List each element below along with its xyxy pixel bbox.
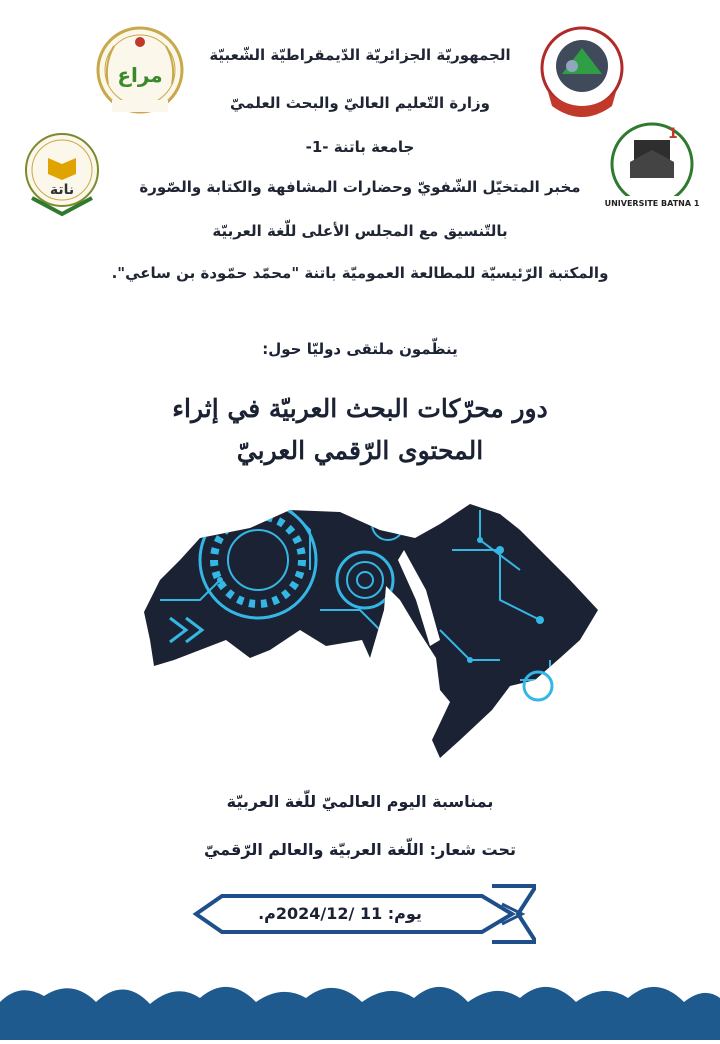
header-library: والمكتبة الرّئيسيّة للمطالعة العموميّة باتنة "محمّد حمّودة بن ساعي".: [111, 264, 609, 282]
occasion-text: بمناسبة اليوم العالميّ للّغة العربيّة: [226, 792, 494, 811]
slogan-text: تحت شعار: اللّغة العربيّة والعالم الرّقميّ: [203, 840, 517, 859]
university-batna-logo: [604, 118, 700, 214]
header-university: جامعة باتنة -1-: [305, 138, 415, 156]
library-logo: [22, 128, 102, 216]
intro-text: ينظّمون ملتقى دوليّا حول:: [262, 340, 458, 358]
council-logo-text: مراع: [117, 63, 163, 87]
header-coordination: بالتّنسيق مع المجلس الأعلى للّغة العربيّة: [212, 222, 508, 240]
date-text: يوم: 11 /2024/12م.: [258, 904, 422, 923]
header-ministry: وزارة التّعليم العاليّ والبحث العلميّ: [229, 94, 491, 112]
conference-title-line2: المحتوى الرّقمي العربيّ: [236, 436, 484, 465]
university-logo-text: UNIVERSITE BATNA 1: [604, 199, 700, 208]
library-logo-text: ناتة: [49, 182, 75, 198]
header-laboratory: مخبر المتخيّل الشّفويّ وحضارات المشافهة والكتابة والصّورة: [139, 178, 581, 196]
map-landmass: [144, 504, 598, 758]
university-logo-number: 1: [668, 126, 678, 142]
conference-title-line1: دور محرّكات البحث العربيّة في إثراء: [172, 394, 548, 423]
arab-world-map: [140, 490, 600, 770]
bottom-wave-decoration: [0, 968, 720, 1040]
header-republic: الجمهوريّة الجزائريّة الدّيمقراطيّة الشّعبيّة: [209, 46, 511, 64]
